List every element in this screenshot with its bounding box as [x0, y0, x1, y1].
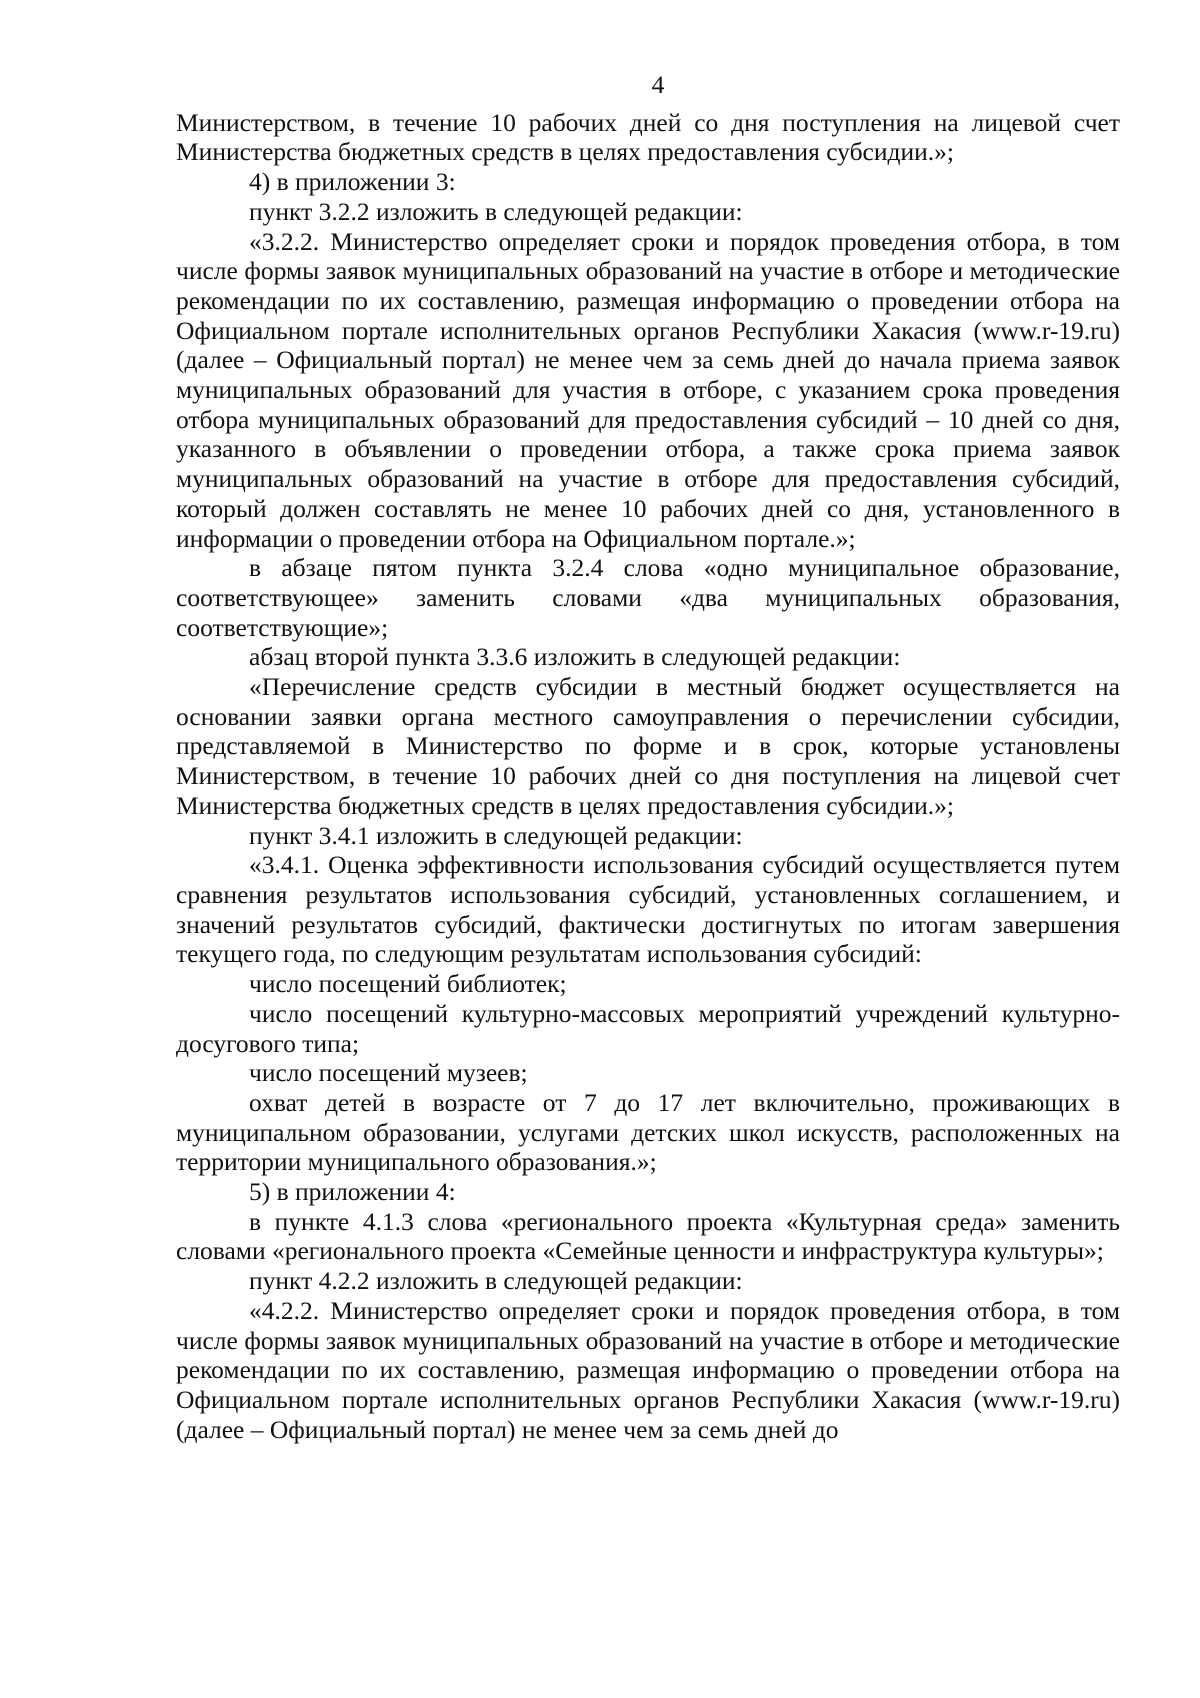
paragraph-clause-4-1-3: в пункте 4.1.3 слова «регионального проекта «Культурная среда» заменить словами «регионального проекта «Семейные ценности и инфраструктура культуры»;	[176, 1206, 1120, 1266]
list-item-cultural-events: число посещений культурно-массовых мероприятий учреждений культурно-досугового типа;	[176, 998, 1120, 1058]
paragraph-item-5: 5) в приложении 4:	[249, 1177, 456, 1207]
paragraph-clause-3-2-2-text: «3.2.2. Министерство определяет сроки и порядок проведения отбора, в том числе формы заявок муниципальных образований на участие в отборе и методические рекомендации по их составлению, размещая информацию о проведении отбора на Официальном портале исполнительных органов Республики Хакасия (www.r-19.ru) (далее – Официальный портал) не менее чем за семь дней до начала приема заявок муниципальных образований для участия в отборе, с указанием срока проведения отбора муниципальных образований для предоставления субсидий – 10 дней со дня, указанного в объявлении о проведении отбора, а также срока приема заявок муниципальных образований на участие в отборе для предоставления субсидий, который должен составлять не менее 10 рабочих дней со дня, установленного в информации о проведении отбора на Официальном портале.»;	[176, 226, 1120, 553]
paragraph-clause-3-4-1-intro: пункт 3.4.1 изложить в следующей редакции:	[249, 820, 743, 850]
document-page	[176, 70, 1120, 1444]
paragraph-clause-3-3-6-intro: абзац второй пункта 3.3.6 изложить в следующей редакции:	[249, 642, 901, 672]
list-item-libraries: число посещений библиотек;	[249, 969, 567, 999]
paragraph-clause-3-3-6-text: «Перечисление средств субсидии в местный бюджет осуществляется на основании заявки органа местного самоуправления о перечислении субсидии, представляемой в Министерство по форме и в срок, которые установлены Министерством, в течение 10 рабочих дней со дня поступления на лицевой счет Министерства бюджетных средств в целях предоставления субсидии.»;	[176, 672, 1120, 820]
paragraph-clause-3-4-1-text: «3.4.1. Оценка эффективности использования субсидий осуществляется путем сравнения результатов использования субсидий, установленных соглашением, и значений результатов субсидий, фактически достигнутых по итогам завершения текущего года, по следующим результатам использования субсидий:	[176, 850, 1120, 969]
list-item-children-coverage: охват детей в возрасте от 7 до 17 лет включительно, проживающих в муниципальном образовании, услугами детских школ искусств, расположенных на территории муниципального образования.»;	[176, 1087, 1120, 1177]
paragraph-clause-4-2-2-intro: пункт 4.2.2 изложить в следующей редакции:	[249, 1266, 743, 1296]
paragraph-clause-3-2-2-intro: пункт 3.2.2 изложить в следующей редакции:	[249, 196, 743, 226]
paragraph-clause-3-2-4: в абзаце пятом пункта 3.2.4 слова «одно муниципальное образование, соответствующее» заменить словами «два муниципальных образования, соответствующие»;	[176, 553, 1120, 642]
list-item-museums: число посещений музеев;	[249, 1058, 528, 1088]
paragraph-item-4: 4) в приложении 3:	[249, 167, 456, 197]
paragraph-clause-4-2-2-text: «4.2.2. Министерство определяет сроки и порядок проведения отбора, в том числе формы заявок муниципальных образований на участие в отборе и методические рекомендации по их составлению, размещая информацию о проведении отбора на Официальном портале исполнительных органов Республики Хакасия (www.r-19.ru) (далее – Официальный портал) не менее чем за семь дней до	[176, 1295, 1120, 1444]
paragraph-continuation: Министерством, в течение 10 рабочих дней со дня поступления на лицевой счет Министерства бюджетных средств в целях предоставления субсидии.»;	[176, 107, 1120, 167]
page-number: 4	[651, 70, 665, 99]
